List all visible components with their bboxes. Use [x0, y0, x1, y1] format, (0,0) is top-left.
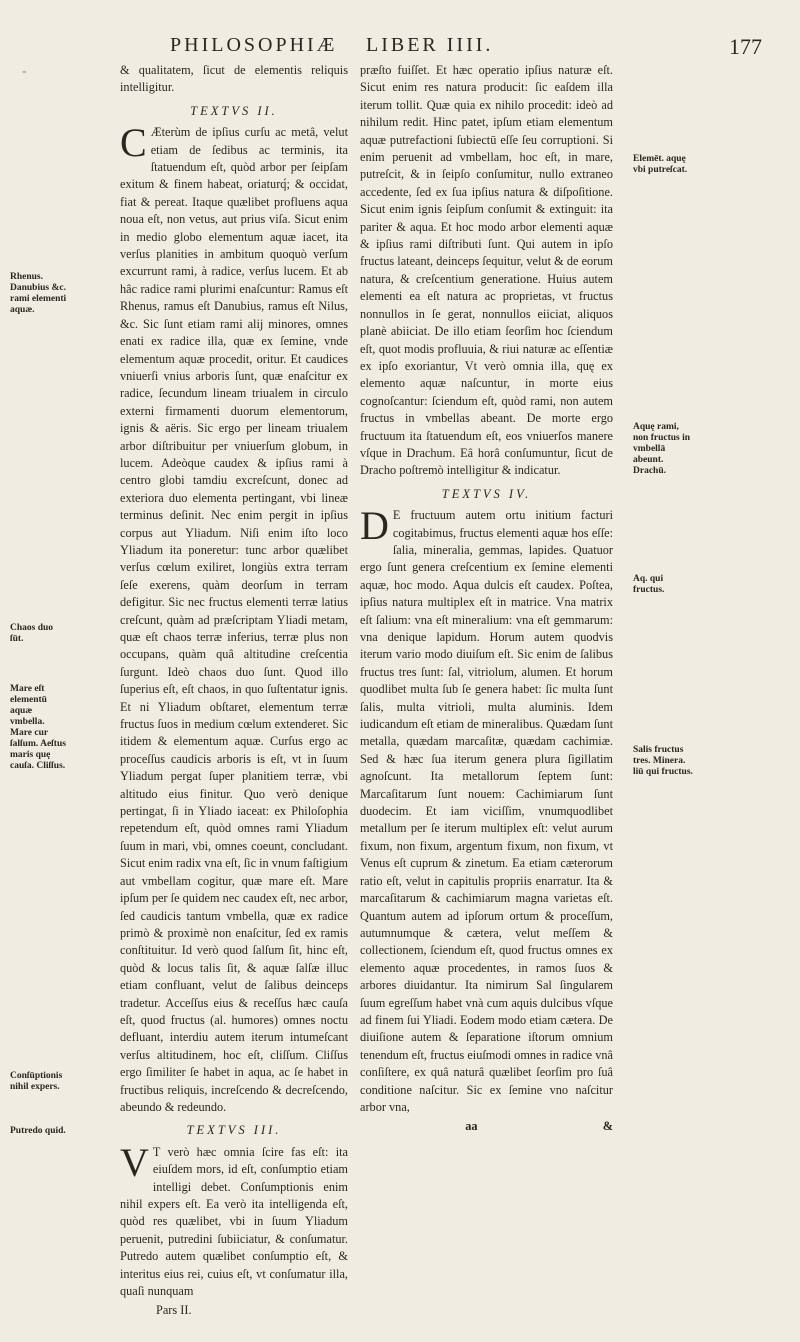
textus-4-paragraph	[360, 503, 613, 1116]
signature-mark: aa	[465, 1119, 478, 1134]
right-catchline	[360, 1118, 613, 1135]
header-right-title: LIBER IIII.	[366, 34, 494, 56]
margin-note-putredo: Putredo quid.	[10, 1126, 66, 1136]
page-number: 177	[729, 34, 762, 59]
corner-mark: -	[22, 64, 27, 79]
left-catchline	[120, 1302, 348, 1319]
left-column	[120, 62, 348, 1320]
dropcap-v: V	[120, 1139, 149, 1185]
catchword-ampersand: &	[602, 1119, 613, 1134]
margin-note-salis: Salis fructus tres. Minera. liū qui fructus.	[633, 745, 693, 777]
margin-note-aque-rami: Aquę rami, non fructus in vmbellā abeunt. Drachū.	[633, 422, 691, 476]
right-intro: præſto fuiſſet. Et hæc operatio ipſius naturæ eſt. Sicut enim res natura producit: ſic eaſdem illa iterum tollit. Quæ quia ex nihilo procedit: ideò ad nihilum redit. Hinc patet, ipſum etiam elementum aquæ putrefactioni ſubiectū eſſe ſeu corruptioni. Si enim peruenit ad vmbellam, hoc eſt, in mare, putreſcit, & in ſeipſo conſumitur, nullo extraneo accedente, ſed ex ſua ipſius natura & diſpoſitione. Sicut enim ignis ſeipſum conſumit & extinguit: ita pariter & aqua. Et hoc modo arbor elementi aquæ & ipſius rami diſtributi ſunt. Qui autem in ipſo fructus lateant, deinceps ſequitur, velut & de eorum natura, & creſcentium generatione. Huius autem elementi ea eſt natura ac proprietas, vt fructus nonnullos in ſe gerat, nonnullos eiiciat, aliquos planè abiiciat. De illo etiam ſeorſim hoc ſciendum eſt, quot modis profluuia, & riui naturæ ac eſſentiæ ex ipſo exoriantur, Vt verò omnia illa, quę ex elemento aquæ naſcuntur, in morte eius cognoſcantur: ſciendum eſt, quòd rami, non autem fructus in vmbellas abeant. De morte ergo fructuum ita ſtatuendum eſt, eos vniuerſos manere vſque in Drachum. Eâ horâ conſumuntur, ſicut de Dracho poſtremò intelligitur & indicatur.	[360, 63, 613, 478]
textus-4-heading: TEXTVS IV.	[441, 486, 532, 501]
margin-note-consumptionis: Conſūptionis nihil expers.	[10, 1071, 63, 1092]
textus-4-text: E fructuum autem ortu initium facturi cogitabimus, fructus elementi aquæ hos eſſe: ſalia, mineralia, gemmas, lapides. Quatuor ergo ſunt genera creſcentium ex ſemine elementi aquæ, hoc modo. Aqua dulcis eſt caudex. Poſtea, ipſius natura multiplex eſt in matrice. Vna matrix eſt ſalium: vna eſt mineralium: vna eſt gemmarum: vna denique lapidum. Horum autem quodvis iterum vario modo diuiſum eſt. Sic enim de ſalibus fructus tres ſunt: ſal, vitriolum, alumen. Et horum quodlibet multa ſub ſe genera habet: ſic multa ſunt ſalis, multa vitrioli, multa aluminis. Idem iudicandum eſt etiam de mineralibus. Quædam ſunt metalla, quædam marcaſitæ, quædam cachimiæ. Sed & hæc ſua iterum genera plura ſigillatim agnoſcunt. Ita metallorum ſeptem ſunt: Marcaſitarum ſunt nouem: Cachimiarum ſunt duodecim. Et iam viciſſim, vnumquodlibet metallum per ſe iterum multiplex eſt: velut aurum fixum, non fixum, argentum fixum, non fixum, vt Venus eſt cuprum & zinetum. Ea etiam cæterorum ratio eſt, velut in capitulis propriis enarratur. Ita & marcaſitarum & cachimiarum magna varietas eſt. Quantum autem ad ipſorum ortum & proceſſum, autumnumque & cætera, velut meſſem & collectionem, ſciendum eſt, quod fructus omnes ex elemento aquæ procedentes, in ramos ſuos & arbores diuidantur. Ita nimirum Sal ſingularem ſuum egreſſum habet vnà cum aquis dulcibus vſque ad finem ſui Yliadi. Eodem modo etiam cætera. De diuiſione autem & ſeparatione iſtorum omnium tenendum eſt, fructus eiuſmodi omnes in radice vnâ conſiſtere, ex quâ naturâ quælibet ſeorſim pro ſuâ conditione naſcitur. Sic ex ſemine vno naſcitur arbor vna,	[360, 508, 613, 1114]
margin-note-chaos: Chaos duo ſūt.	[10, 623, 54, 644]
margin-note-rhenus: Rhenus. Danubius &c. rami elementi aquæ.	[10, 272, 67, 315]
header-left-title: PHILOSOPHIÆ	[170, 34, 338, 56]
textus-3-text: T verò hæc omnia ſcire fas eſt: ita eiuſdem mors, id eſt, conſumptio etiam intelligi debet. Conſumptionis enim nihil expers eſt. Ea verò ita intelligenda eſt, quòd res quælibet, vbi in ſuum Yliadum peruenit, putredini ſubiiciatur, & conſumatur. Putredo autem quælibet conſumptio eſt, & interitus eius rei, cuius eſt, vt conſumatur illa, quaſi nunquam	[120, 1144, 348, 1299]
catchword: Pars II.	[156, 1303, 192, 1318]
right-column	[360, 62, 613, 1136]
margin-note-mare: Mare eſt elementū aquæ vmbella. Mare cur ſalſum. Aeſtus maris quę cauſa. Cliſſus.	[10, 684, 66, 771]
textus-3-paragraph	[120, 1139, 348, 1301]
textus-2-text: Æterùm de ipſius curſu ac metâ, velut etiam de ſedibus ac terminis, ita ſtatuendum eſt, quòd arbor per ſeipſam exitum & finem habeat, oriaturq́; & occidat, fiat & pereat. Itaque quælibet profluens aqua noua eſt, non vetus, aut prius viſa. Sicut enim in medio globo elementum aquæ iacet, ita verſus planities in ambitum quoquò verſum excurrunt rami, à radice, verſus lucem. Et ab hâc radice rami plurimi enaſcuntur: Ramus eſt Rhenus, ramus eſt Danubius, ramus eſt Nilus, &c. Sic ſunt etiam rami alij minores, omnes enati ex radice illa, quæ ex ſemine, vnde elementum aquæ procedit, oritur. Et caudices vniuerſi vnius arboris ſunt, quæ enaſcitur ex radice, ſecundum lineam triualem in circulo externi firmamenti duorum elementorum, ignis & aëris. Sic ergo per lineam triualem arbor diſtribuitur per vniuerſum globum, in lucem. Adeòque caudex & ipſius rami à centro globi tamdiu excreſcunt, donec ad exteriora duo elementa pertingant, vbi lineæ terminus deſinit. Nec enim pergit in ipſius corpus aut Yliadum. Niſi enim iſto loco Yliadum ita poneretur: tunc arbor quælibet verſus cœlum exiliret, longiùs extra terram ſeſe exerens, quàm deorſum in terram defigitur. Sic nec fructus elementi terræ latius creſcunt, quàm ad præſcriptam Yliadi metam, quæ eſt chaos terræ inferius, terræ plus non occupans, quàm quâ altitudine creſcentia ſurgunt. Ideò chaos duo ſunt. Quod illo ſuperius eſt, eſt chaos, in quo ſuſtentatur ignis. Et ni Yliadum obſtaret, elementum terræ fructus ſuos in medium cœlum extenderet. Sic itidem & elementum aquæ. Curſus ergo ac proceſſus caudicis arboris is eſt, vt in ſuum Yliadum pergat ſuper planitiem terræ, vbi altitudo eius finitur. Quo verò denique pertingat, ſi in Yliado iaceat: ex Philoſophia repetendum eſt, quòd omnes rami Yliadum ſuum in mari, vbi, omnes coeunt, concludant. Sicut enim radix vna eſt, ſic in vnum faſtigium aut vmbellam cogitur, quæ mare eſt. Mare ipſum per ſe quidem nec caudex eſt, nec arbor, ſed caudicis tantum vmbella, quæ ex radice primò & proximè non enaſcitur, ſed ex ramis conſtituitur. Id verò quod ſalſum ſit, hinc eſt, quòd & locus talis ſit, & aquæ ſalſæ illuc etiam confluant, velut de ſalibus deinceps tradetur. Acceſſus eius & receſſus hæc cauſa eſt, quod fructus (al. humores) omnes noctu defluant, interdiu autem iterum intumeſcant verſus altitudinem, hoc eſt, cliſſum. Cliſſus ergo ſimiliter ſe habet in aqua, ac ſe habet in fructibus reliquis, increſcendo & decreſcendo, abeundo & redeundo.	[120, 125, 348, 1114]
running-header	[170, 28, 770, 62]
dropcap-c: C	[120, 120, 147, 166]
textus-2-heading: TEXTVS II.	[190, 103, 278, 118]
margin-note-aq-fructus: Aq. qui fructus.	[633, 574, 665, 595]
textus-3-heading: TEXTVS III.	[186, 1123, 282, 1138]
margin-note-elementum: Elemēt. aquę vbi putreſcat.	[633, 154, 688, 175]
textus-2-paragraph	[120, 120, 348, 1116]
dropcap-d: D	[360, 503, 389, 549]
left-intro: & qualitatem, ſicut de elementis reliquis intelligitur.	[120, 63, 348, 95]
